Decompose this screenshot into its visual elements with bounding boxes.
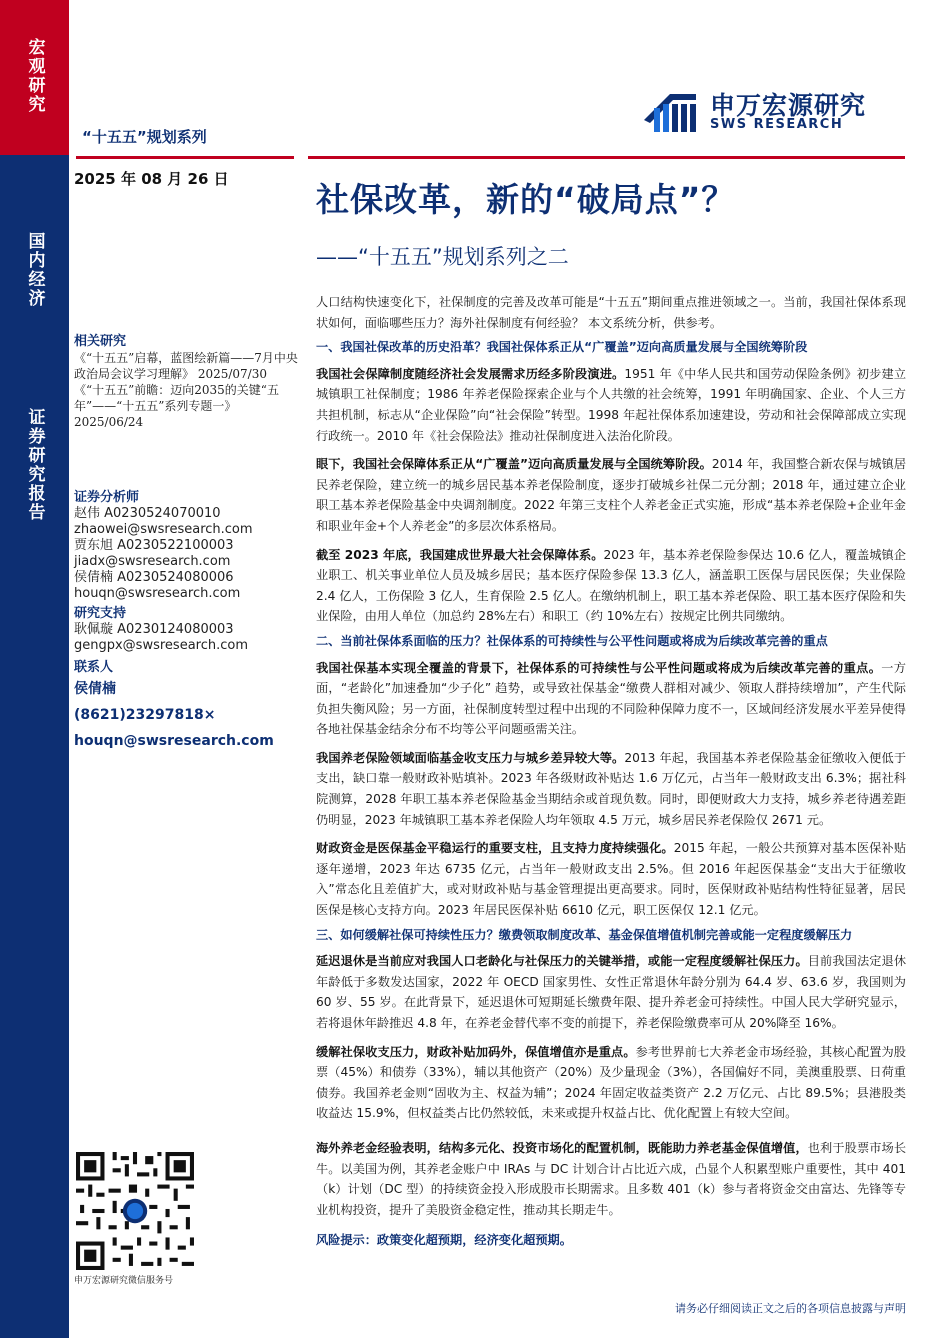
contact-phone[interactable]: (8621)23297818× — [74, 707, 216, 723]
band-label-text: 宏观研究 — [24, 38, 45, 114]
related-research-heading: 相关研究 — [74, 334, 127, 349]
paragraph — [316, 838, 906, 920]
analyst-line: 侯倩楠 A0230524080006 — [74, 570, 234, 585]
series-label: “十五五”规划系列 — [82, 128, 207, 146]
paragraph-body: 目前我国法定退休年龄低于多数发达国家，2022 年 OECD 国家男性、女性正常退休年龄分别为 64.4 岁、63.6 岁，我国则为 60 岁、55 岁。在此背景下，延迟退休可短期延长缴费年限、提升养老金可持续性。中国人民大学研究显示，若将退休年龄推迟 4.8 年，在养老金替代率不变的前提下，养老保险缴费率可从 20%降至 16%。 — [316, 954, 907, 1030]
related-item[interactable]: 《“十五五”启幕，蓝图绘新篇——7月中央政治局会议学习理解》 2025/07/30 — [74, 351, 298, 381]
band-label-domestic — [0, 232, 69, 308]
support-email[interactable]: gengpx@swsresearch.com — [74, 638, 249, 653]
paragraph-body: 一方面，“老龄化”加速叠加“少子化” 趋势，或导致社保基金“缴费人群相对减少、领取人群持续增加”，产生代际负担失衡风险；另一方面，社保制度转型过程中出现的不同险种保障力度不一，区域间经济发展水平差异使得各地社保基金结余分布不均等公平问题亟需关注。 — [316, 660, 906, 737]
section-1-heading: 一、我国社保改革的历史沿革？我国社保体系正从“广覆盖”迈向高质量发展与全国统筹阶段 — [316, 340, 808, 355]
paragraph-body: 2013 年起，我国基本养老保险基金征缴收入便低于支出，缺口靠一般财政补贴填补。2023 年各级财政补贴达 1.6 万亿元，占当年一般财政支出 6.3%；据社科院测算，2028 年职工基本养老保险基金当期结余或首现负数。同时，即便财政大力支持，城乡养老待遇差距仍明显，2023 年城镇职工基本养老保险人均年领取 4.5 万元，城乡居民养老保险仅 2671 元。 — [316, 750, 907, 827]
band-label-report — [0, 408, 69, 522]
related-research — [74, 334, 302, 430]
logo-mark-icon — [640, 86, 702, 136]
paragraph — [316, 1138, 906, 1220]
related-item[interactable]: 《“十五五”前瞻：迈向2035的关键“五年”——“十五五”系列专题一》 2025/06/24 — [74, 383, 279, 429]
paragraph — [316, 748, 906, 830]
section-2-heading: 二、当前社保体系面临的压力？社保体系的可持续性与公平性问题或将成为后续改革完善的重点 — [316, 633, 828, 648]
paragraph-body: 1951 年《中华人民共和国劳动保险条例》初步建立城镇职工社保制度；1986 年养老保险探索企业与个人共缴的社会统筹，1991 年明确国家、企业、个人三方共担机制，标志从“企业保险”向“社会保险”转型。1998 年起社保体系加速建设，劳动和社会保障部成立实现行政统一。2010 年《社会保险法》推动社保制度进入法治化阶段。 — [316, 366, 907, 443]
band-label-text: 国内经济 — [24, 232, 45, 308]
analyst-line: 赵伟 A0230524070010 — [74, 506, 221, 521]
header-rule-left — [76, 156, 294, 159]
logo-chinese-name: 申万宏源研究 — [710, 91, 867, 120]
analysts-heading: 证券分析师 — [74, 490, 140, 505]
paragraph — [316, 545, 906, 627]
paragraph-body: 2014 年，我国整合新农保与城镇居民养老保险，建立统一的城乡居民基本养老保险制度，逐步打破城乡社保二元分割；2018 年，通过建立企业职工基本养老保险基金中央调剂制度。2022 年第三支柱个人养老金正式实施，形成“基本养老保险+企业年金和职业年金+个人养老金”的多层次体系格局。 — [316, 457, 907, 533]
paragraph — [316, 951, 906, 1033]
paragraph — [316, 1042, 906, 1124]
contact-email[interactable]: houqn@swsresearch.com — [74, 733, 274, 749]
analyst-email[interactable]: zhaowei@swsresearch.com — [74, 522, 253, 537]
paragraph — [316, 658, 906, 740]
paragraph — [316, 454, 906, 536]
support-heading: 研究支持 — [74, 606, 127, 621]
paragraph-lead: 财政资金是医保基金平稳运行的重要支柱，且支持力度持续强化。 — [316, 841, 674, 856]
band-label-text: 证券研究报告 — [24, 408, 45, 522]
paragraph-lead: 海外养老金经验表明，结构多元化、投资市场化的配置机制，既能助力养老基金保值增值， — [316, 1140, 808, 1155]
contact-heading: 联系人 — [74, 660, 114, 675]
analysts-block — [74, 490, 302, 754]
paragraph-lead: 我国社会保障制度随经济社会发展需求历经多阶段演进。 — [316, 366, 625, 381]
analyst-email[interactable]: houqn@swsresearch.com — [74, 586, 241, 601]
paragraph-lead: 我国养老保险领域面临基金收支压力与城乡差异较大等。 — [316, 750, 625, 765]
report-title: 社保改革，新的“破局点”？ — [316, 180, 736, 219]
main-body — [316, 292, 906, 1251]
paragraph-lead: 眼下，我国社会保障体系正从“广覆盖”迈向高质量发展与全国统筹阶段。 — [316, 457, 712, 472]
paragraph-body: 参考世界前七大养老金市场经验，其核心配置为股票（45%）和债券（33%），辅以其他资产（20%）及少量现金（3%），各国偏好不同，美澳重股票、日荷重债券。我国养老金则“固收为主、权益为辅”；2024 年固定收益类资产 2.2 万亿元、占比 89.5%；县港股类收益达 15.9%，但权益类占比仍然较低，未来或提升权益占比、优化配置上有较大空间。 — [316, 1044, 906, 1121]
disclaimer-footer[interactable]: 请务必仔细阅读正文之后的各项信息披露与声明 — [675, 1302, 906, 1315]
paragraph-lead: 缓解社保收支压力，财政补贴加码外，保值增值亦是重点。 — [316, 1044, 636, 1059]
wechat-qr-code[interactable] — [76, 1152, 194, 1270]
analyst-email[interactable]: jiadx@swsresearch.com — [74, 554, 231, 569]
band-label-macro — [0, 38, 69, 114]
contact-name: 侯倩楠 — [74, 681, 116, 697]
report-date: 2025 年 08 月 26 日 — [74, 170, 229, 188]
paragraph — [316, 364, 906, 446]
paragraph-body: 也利于股票市场长牛。以美国为例，其养老金账户中 IRAs 与 DC 计划合计占比近六成，凸显个人积累型账户重要性，其中 401（k）计划（DC 型）的持续资金投入形成股市长期需求。且多数 401（k）参与者将资金交由富达、先锋等专业机构投资，提升了美股资金稳定性，推动其长期走牛。 — [316, 1140, 907, 1217]
logo-english-name: SWS RESEARCH — [710, 117, 844, 132]
report-subtitle: ——“十五五”规划系列之二 — [316, 245, 569, 269]
section-3-heading: 三、如何缓解社保可持续性压力？缴费领取制度改革、基金保值增值机制完善或能一定程度缓解压力 — [316, 927, 853, 942]
risk-warning: 风险提示：政策变化超预期，经济变化超预期。 — [316, 1233, 572, 1248]
paragraph-body: 2023 年，基本养老保险参保达 10.6 亿人，覆盖城镇企业职工、机关事业单位人员及城乡居民；基本医疗保险参保 13.3 亿人，涵盖职工医保与居民医保；失业保险 2.4 亿人，工伤保险 3 亿人，生育保险 2.5 亿人。在缴纳机制上，职工基本养老保险、职工基本医疗保险和失业保险，由用人单位（加总约 28%左右）和职工（约 10%左右）按规定比例共同缴纳。 — [316, 547, 906, 624]
intro-paragraph: 人口结构快速变化下，社保制度的完善及改革可能是“十五五”期间重点推进领域之一。当前，我国社保体系现状如何，面临哪些压力？海外社保制度有何经验？ 本文系统分析，供参考。 — [316, 295, 906, 330]
support-line: 耿佩璇 A0230124080003 — [74, 622, 234, 637]
paragraph-lead: 截至 2023 年底，我国建成世界最大社会保障体系。 — [316, 547, 604, 562]
company-logo — [640, 86, 900, 136]
header-rule-right — [308, 156, 905, 159]
paragraph-body: 2015 年起，一般公共预算对基本医保补贴逐年递增，2023 年达 6735 亿元，占当年一般财政支出 2.5%。但 2016 年起医保基金“支出大于征缴收入”常态化且差值扩大，或对财政补贴与基金管理提出更高要求。同时，医保财政补贴结构性特征显著，居民医保是核心支持方向。2023 年居民医保补贴 6610 亿元，职工医保仅 12.1 亿元。 — [316, 841, 907, 918]
analyst-line: 贾东旭 A0230522100003 — [74, 538, 234, 553]
qr-caption: 申万宏源研究微信服务号 — [74, 1276, 174, 1286]
paragraph-lead: 我国社保基本实现全覆盖的背景下，社保体系的可持续性与公平性问题或将成为后续改革完善的重点。 — [316, 660, 882, 675]
paragraph-lead: 延迟退休是当前应对我国人口老龄化与社保压力的关键举措，或能一定程度缓解社保压力。 — [316, 954, 808, 969]
